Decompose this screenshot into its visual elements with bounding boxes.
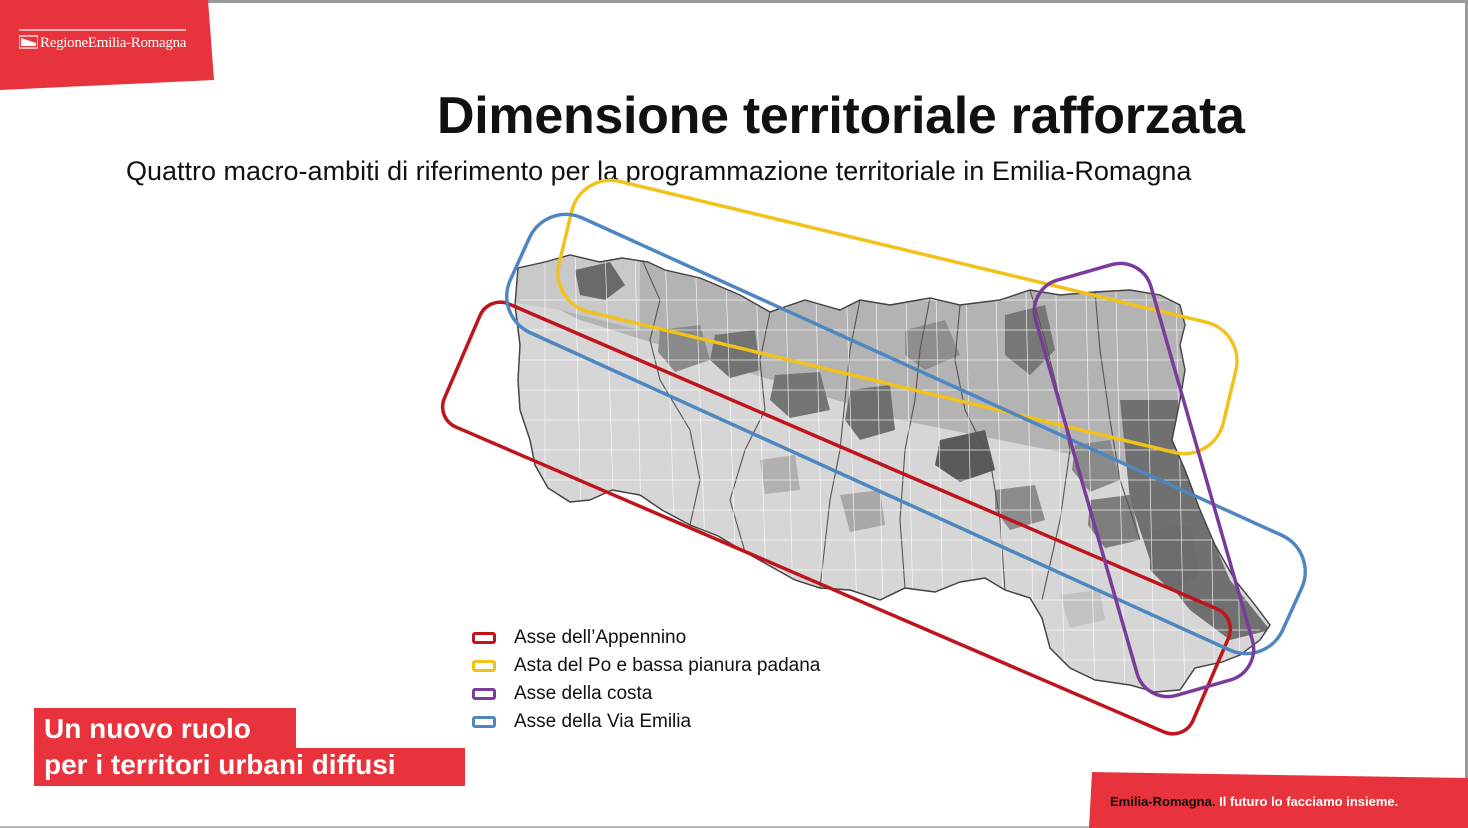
legend-label: Asse dell’Appennino (514, 627, 687, 648)
legend-label: Asse della costa (514, 683, 653, 704)
legend-swatch-po (472, 660, 496, 672)
callout-line-1: Un nuovo ruolo (44, 713, 251, 744)
footer-tagline: Il futuro lo facciamo insieme. (1215, 794, 1399, 809)
page-subtitle: Quattro macro-ambiti di riferimento per la programmazione territoriale in Emilia-Romagna (126, 156, 1192, 186)
callout-line-2: per i territori urbani diffusi (44, 749, 396, 780)
legend-label: Asta del Po e bassa pianura padana (514, 655, 821, 676)
page-title: Dimensione territoriale rafforzata (437, 87, 1245, 145)
callout-box (34, 708, 466, 786)
footer-slogan (1110, 794, 1398, 809)
logo-text: RegioneEmilia-Romagna (40, 35, 187, 51)
footer-brand: Emilia-Romagna. (1110, 794, 1216, 809)
legend-swatch-costa (472, 688, 496, 700)
legend-swatch-appennino (472, 632, 496, 644)
legend-swatch-via-emilia (472, 716, 496, 728)
legend-label: Asse della Via Emilia (514, 711, 692, 732)
